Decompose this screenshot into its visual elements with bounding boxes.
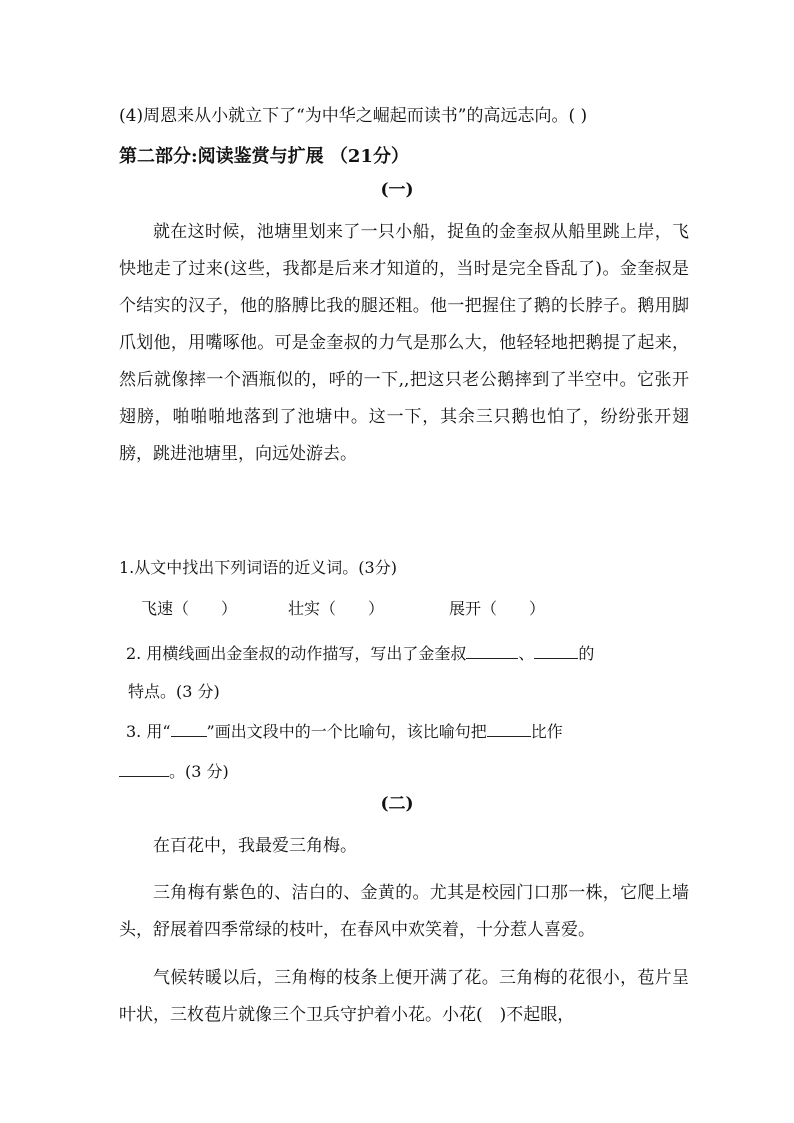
question-3-line-1: [126, 720, 563, 744]
section2-paragraph-3: 气候转暖以后，三角梅的枝条上便开满了花。三角梅的花很小，苞片呈叶状，三枚苞片就像三个卫兵守护着小花。小花( )不起眼，: [119, 968, 689, 1025]
section2-paragraph-2: 三角梅有紫色的、洁白的、金黄的。尤其是校园门口那一株，它爬上墙头，舒展着四季常绿的枝叶，在春风中欢笑着，十分惹人喜爱。: [119, 883, 689, 940]
question-2-line-1: [126, 642, 594, 666]
section2-heading: (二): [380, 794, 414, 814]
q2-blank-1: [466, 644, 518, 659]
section2-paragraph-1: 在百花中，我最爱三角梅。: [153, 836, 357, 856]
part2-title: 第二部分:阅读鉴赏与扩展 （21分）: [119, 146, 409, 167]
question-2-line-2: 特点。(3 分): [128, 682, 220, 701]
q1-item-3: 展开（ ）: [449, 599, 546, 618]
question-1-text: 1.从文中找出下列词语的近义词。(3分): [119, 558, 397, 577]
q1-item-1: 飞速（ ）: [141, 599, 238, 618]
q3-blank-quote: [171, 722, 207, 737]
q3-text-line2: 。(3 分): [169, 762, 229, 781]
q3-blank-2: [119, 762, 169, 777]
q3-text-part2: ”画出文段中的一个比喻句，该比喻句把: [206, 722, 487, 741]
section1-heading: (一): [380, 180, 414, 200]
question-4-line: (4)周恩来从小就立下了“为中华之崛起而读书”的高远志向。( ): [119, 106, 588, 126]
q3-blank-1: [487, 722, 531, 737]
q2-text-part1: 2. 用横线画出金奎叔的动作描写，写出了金奎叔: [126, 644, 467, 663]
section1-passage: 就在这时候，池塘里划来了一只小船，捉鱼的金奎叔从船里跳上岸，飞快地走了过来(这些，我都是后来才知道的，当时是完全昏乱了)。金奎叔是个结实的汉子，他的胳膊比我的腿还粗。他一把握住了鹅的长脖子。鹅用脚爪划他，用嘴啄他。可是金奎叔的力气是那么大，他轻轻地把鹅提了起来，然后就像摔一个酒瓶似的，呼的一下,,把这只老公鹅摔到了半空中。它张开翅膀，啪啪啪地落到了池塘中。这一下，其余三只鹅也怕了，纷纷张开翅膀，跳进池塘里，向远处游去。: [119, 222, 689, 464]
q2-blank-2: [534, 644, 578, 659]
q2-separator: 、: [518, 644, 535, 663]
q2-text-part2: 的: [578, 644, 595, 663]
q1-item-2: 壮实（ ）: [288, 599, 385, 618]
q3-text-part3: 比作: [530, 722, 563, 741]
question-3-line-2: [119, 760, 229, 784]
q3-text-part1: 3. 用“: [126, 722, 171, 741]
